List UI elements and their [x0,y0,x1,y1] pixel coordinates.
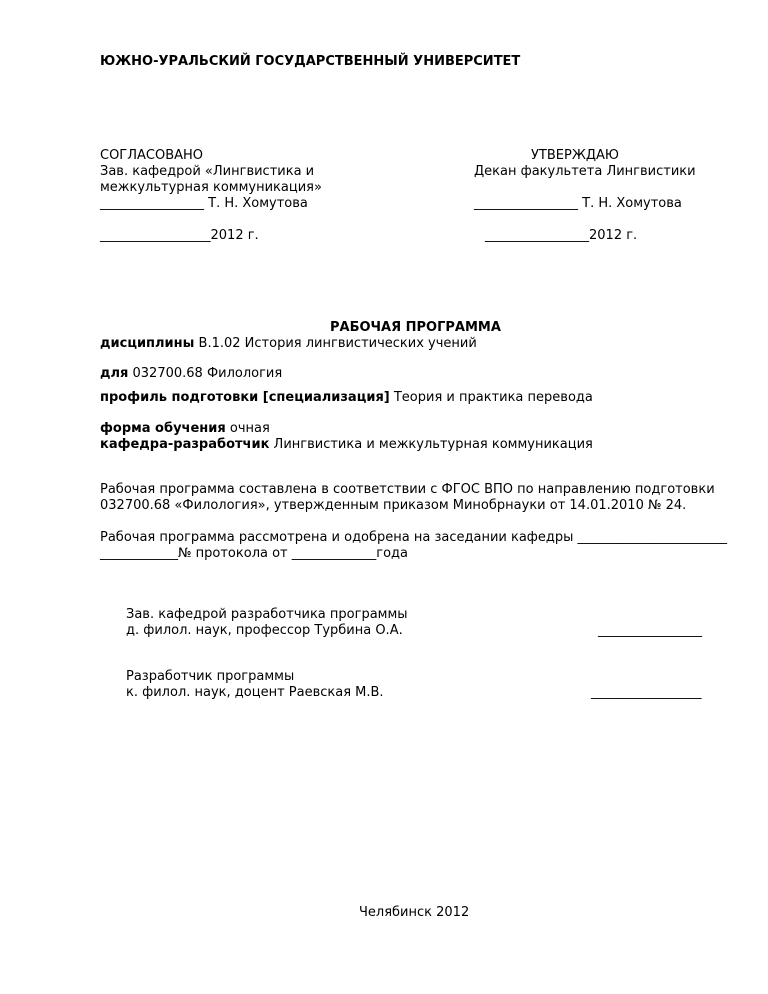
for-value: 032700.68 Филология [128,366,283,381]
agreed-position-line2: межкультурная коммуникация» [100,180,322,195]
head-signature-line2: д. филол. наук, профессор Турбина О.А. [126,623,403,638]
discipline-value: В.1.02 История лингвистических учений [194,336,477,351]
form-label: форма обучения [100,421,226,436]
approved-position: Декан факультета Лингвистики [474,164,696,179]
agreed-title: СОГЛАСОВАНО [100,148,204,163]
form-line [100,421,270,437]
head-signature-line1: Зав. кафедрой разработчика программы [126,607,408,622]
form-value: очная [225,421,270,436]
for-label: для [100,366,129,381]
profile-label: профиль подготовки [специализация] [100,390,390,405]
profile-line [100,390,593,406]
university-title: ЮЖНО-УРАЛЬСКИЙ ГОСУДАРСТВЕННЫЙ УНИВЕРСИТЕТ [100,54,521,69]
agreed-date: _________________2012 г. [100,228,259,243]
approval-paragraph-line2: ____________№ протокола от _____________года [100,546,408,561]
developer-signature-blank: _________________ [591,685,702,700]
profile-value: Теория и практика перевода [389,390,593,405]
developer-signature-line1: Разработчик программы [126,669,295,684]
developer-signature-line2: к. филол. наук, доцент Раевская М.В. [126,685,384,700]
agreed-signature: ________________ Т. Н. Хомутова [100,196,308,211]
approved-date: ________________2012 г. [485,228,638,243]
head-signature-blank: ________________ [598,623,702,638]
department-value: Лингвистика и межкультурная коммуникация [269,437,593,452]
agreed-position-line1: Зав. кафедрой «Лингвистика и [100,164,315,179]
fgos-paragraph-line1: Рабочая программа составлена в соответствии с ФГОС ВПО по направлению подготовки [100,482,715,497]
discipline-label: дисциплины [100,336,195,351]
program-title: РАБОЧАЯ ПРОГРАММА [330,320,501,335]
for-line [100,366,282,382]
discipline-line [100,336,477,352]
approval-paragraph-line1: Рабочая программа рассмотрена и одобрена на заседании кафедры _______________________ [100,530,728,545]
fgos-paragraph-line2: 032700.68 «Филология», утвержденным приказом Минобрнауки от 14.01.2010 № 24. [100,498,687,513]
city-year: Челябинск 2012 [359,905,470,920]
department-label: кафедра-разработчик [100,437,270,452]
approved-title: УТВЕРЖДАЮ [531,148,619,163]
approved-signature: ________________ Т. Н. Хомутова [474,196,682,211]
department-line [100,437,593,453]
